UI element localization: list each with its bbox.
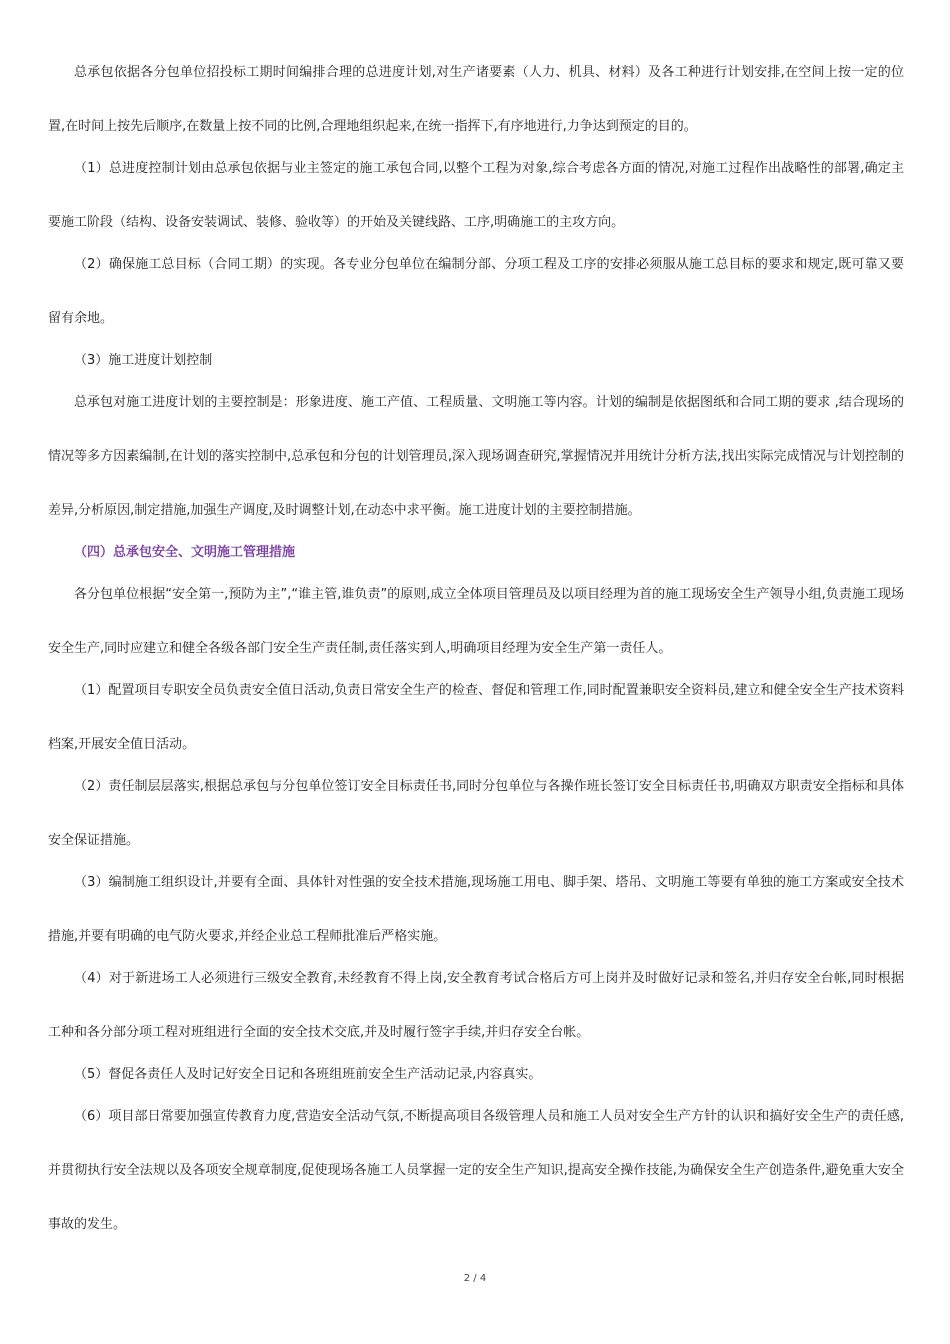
paragraph-item-1: （1）总进度控制计划由总承包依据与业主签定的施工承包合同,以整个工程为对象,综合考虑各方面的情况,对施工过程作出战略性的部署,确定主要施工阶段（结构、设备安装调试、装修、验收等）的开始及关键线路、工序,明确施工的主攻方向。 — [48, 161, 904, 230]
section-heading: （四）总承包安全、文明施工管理措施 — [74, 545, 296, 560]
paragraph-safety-item-2: （2）责任制层层落实,根据总承包与分包单位签订安全目标责任书,同时分包单位与各操作班长签订安全目标责任书,明确双方职责安全指标和具体安全保证措施。 — [48, 779, 904, 848]
document-page — [48, 58, 904, 1252]
paragraph-item-2: （2）确保施工总目标（合同工期）的实现。各专业分包单位在编制分部、分项工程及工序的安排必须服从施工总目标的要求和规定,既可靠又要留有余地。 — [48, 257, 904, 326]
paragraph-safety-overview: 各分包单位根据“安全第一,预防为主”,“谁主管,谁负责”的原则,成立全体项目管理员及以项目经理为首的施工现场安全生产领导小组,负责施工现场安全生产,同时应建立和健全各级各部门安全生产责任制,责任落实到人,明确项目经理为安全生产第一责任人。 — [48, 587, 904, 656]
paragraph-safety-item-6: （6）项目部日常要加强宣传教育力度,营造安全活动气氛,不断提高项目各级管理人员和施工人员对安全生产方针的认识和搞好安全生产的责任感,并贯彻执行安全法规以及各项安全规章制度,促使现场各施工人员掌握一定的安全生产知识,提高安全操作技能,为确保安全生产创造条件,避免重大安全事故的发生。 — [48, 1109, 904, 1232]
paragraph-safety-item-1: （1）配置项目专职安全员负责安全值日活动,负责日常安全生产的检查、督促和管理工作,同时配置兼职安全资料员,建立和健全安全生产技术资料档案,开展安全值日活动。 — [48, 683, 904, 752]
paragraph-overview: 总承包依据各分包单位招投标工期时间编排合理的总进度计划,对生产诸要素（人力、机具、材料）及各工种进行计划安排,在空间上按一定的位置,在时间上按先后顺序,在数量上按不同的比例,合理地组织起来,在统一指挥下,有序地进行,力争达到预定的目的。 — [48, 65, 904, 134]
paragraph-safety-item-3: （3）编制施工组织设计,并要有全面、具体针对性强的安全技术措施,现场施工用电、脚手架、塔吊、文明施工等要有单独的施工方案或安全技术措施,并要有明确的电气防火要求,并经企业总工程师批准后严格实施。 — [48, 875, 904, 944]
paragraph-item-3: （3）施工进度计划控制 — [74, 353, 213, 368]
paragraph-progress-control: 总承包对施工进度计划的主要控制是：形象进度、施工产值、工程质量、文明施工等内容。计划的编制是依据图纸和合同工期的要求 ,结合现场的情况等多方因素编制,在计划的落实控制中,总承包和分包的计划管理员,深入现场调查研究,掌握情况并用统计分析方法,找出实际完成情况与计划控制的差异,分析原因,制定措施,加强生产调度,及时调整计划,在动态中求平衡。施工进度计划的主要控制措施。 — [48, 395, 904, 518]
paragraph-safety-item-4: （4）对于新进场工人必须进行三级安全教育,未经教育不得上岗,安全教育考试合格后方可上岗并及时做好记录和签名,并归存安全台帐,同时根据工种和各分部分项工程对班组进行全面的安全技术交底,并及时履行签字手续,并归存安全台帐。 — [48, 971, 904, 1040]
paragraph-safety-item-5: （5）督促各责任人及时记好安全日记和各班组班前安全生产活动记录,内容真实。 — [74, 1067, 542, 1082]
page-number: 2 / 4 — [463, 1273, 487, 1284]
